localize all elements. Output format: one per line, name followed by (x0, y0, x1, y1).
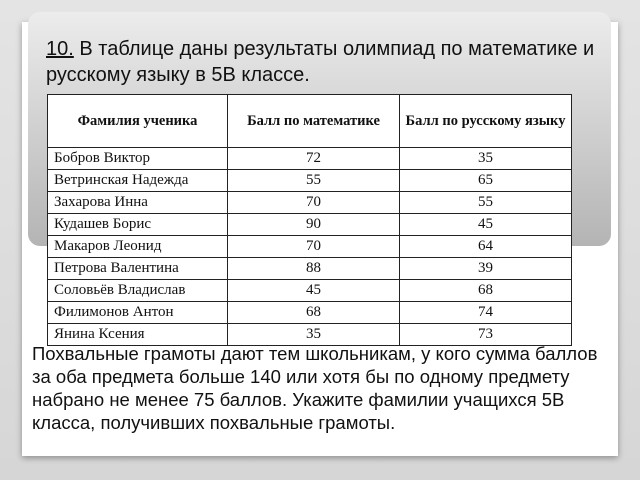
student-name: Захарова Инна (48, 192, 228, 214)
header-math-score: Балл по математике (228, 95, 400, 148)
russian-score: 73 (400, 324, 572, 346)
student-name: Бобров Виктор (48, 148, 228, 170)
table-row (48, 170, 572, 192)
student-name: Кудашев Борис (48, 214, 228, 236)
student-name: Ветринская Надежда (48, 170, 228, 192)
results-table (47, 94, 572, 346)
table-row (48, 214, 572, 236)
table-row (48, 280, 572, 302)
table-row (48, 258, 572, 280)
russian-score: 64 (400, 236, 572, 258)
table-header-row (48, 95, 572, 148)
russian-score: 35 (400, 148, 572, 170)
student-name: Соловьёв Владислав (48, 280, 228, 302)
math-score: 88 (228, 258, 400, 280)
math-score: 72 (228, 148, 400, 170)
results-table-container (47, 94, 572, 341)
math-score: 70 (228, 236, 400, 258)
table-row (48, 236, 572, 258)
task-heading-text: В таблице даны результаты олимпиад по математике и русскому языку в 5В классе. (46, 38, 595, 86)
student-name: Макаров Леонид (48, 236, 228, 258)
task-heading (46, 36, 606, 88)
table-row (48, 302, 572, 324)
task-number: 10. (46, 38, 74, 60)
student-name: Филимонов Антон (48, 302, 228, 324)
student-name: Петрова Валентина (48, 258, 228, 280)
russian-score: 74 (400, 302, 572, 324)
table-row (48, 148, 572, 170)
math-score: 35 (228, 324, 400, 346)
task-question: Похвальные грамоты дают тем школьникам, у кого сумма баллов за оба предмета больше 140 или хотя бы по одному предмету набрано не менее 75 баллов. Укажите фамилии учащихся 5В класса, получивших похвальные грамоты. (32, 343, 598, 433)
header-student-name: Фамилия ученика (48, 95, 228, 148)
math-score: 68 (228, 302, 400, 324)
russian-score: 39 (400, 258, 572, 280)
russian-score: 55 (400, 192, 572, 214)
student-name: Янина Ксения (48, 324, 228, 346)
russian-score: 65 (400, 170, 572, 192)
math-score: 45 (228, 280, 400, 302)
math-score: 55 (228, 170, 400, 192)
table-row (48, 192, 572, 214)
russian-score: 68 (400, 280, 572, 302)
header-russian-score: Балл по русскому языку (400, 95, 572, 148)
russian-score: 45 (400, 214, 572, 236)
math-score: 70 (228, 192, 400, 214)
math-score: 90 (228, 214, 400, 236)
